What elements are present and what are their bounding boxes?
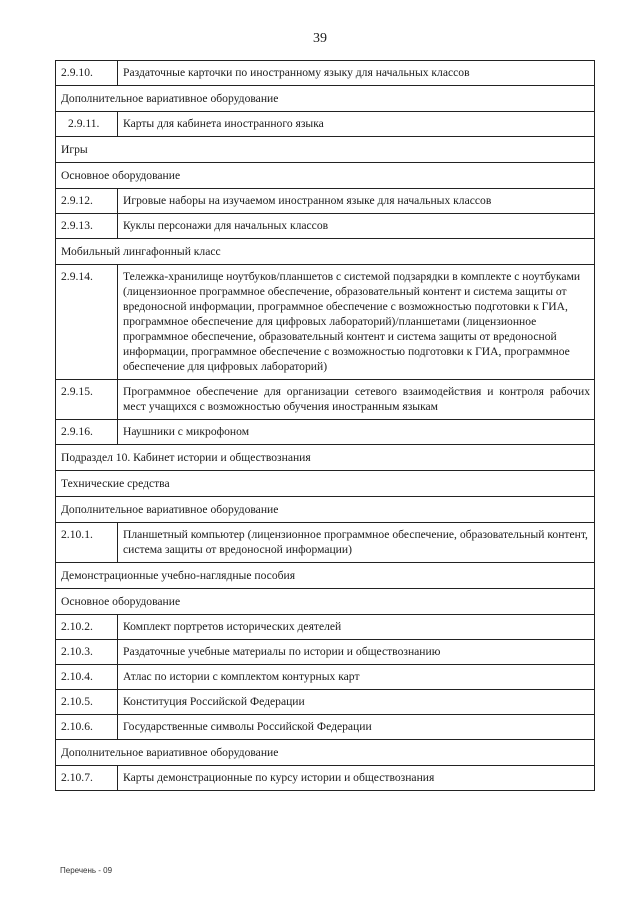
- section-row: [56, 740, 595, 766]
- table-row: [56, 380, 595, 420]
- section-row: [56, 86, 595, 112]
- item-description: Игровые наборы на изучаемом иностранном языке для начальных классов: [118, 189, 595, 214]
- item-number: 2.10.4.: [56, 665, 118, 690]
- equipment-table: [55, 60, 595, 791]
- item-number: 2.10.2.: [56, 615, 118, 640]
- section-title: Дополнительное вариативное оборудование: [56, 740, 595, 766]
- item-description: Раздаточные учебные материалы по истории и обществознанию: [118, 640, 595, 665]
- section-row: [56, 563, 595, 589]
- item-number: 2.9.12.: [56, 189, 118, 214]
- item-description: Тележка-хранилище ноутбуков/планшетов с системой подзарядки в комплекте с ноутбуками (лицензионное программное обеспечение, образовательный контент и система защиты от вредоносной информации, программное обеспечение с возможностью подготовки к ГИА, программное обеспечение для цифровых лабораторий)/планшетами (лицензионное программное обеспечение, образовательный контент и система защиты от вредоносной информации, программное обеспечение с возможностью подготовки к ГИА, программное обеспечение для цифровых лабораторий): [118, 265, 595, 380]
- item-description: Программное обеспечение для организации сетевого взаимодействия и контроля рабочих мест учащихся с возможностью обучения иностранным языкам: [118, 380, 595, 420]
- section-title: Основное оборудование: [56, 589, 595, 615]
- section-title: Подраздел 10. Кабинет истории и обществознания: [56, 445, 595, 471]
- section-title: Дополнительное вариативное оборудование: [56, 497, 595, 523]
- table-row: [56, 523, 595, 563]
- table-row: [56, 690, 595, 715]
- table-row: [56, 640, 595, 665]
- item-description: Атлас по истории с комплектом контурных карт: [118, 665, 595, 690]
- table-row: [56, 715, 595, 740]
- item-description: Карты для кабинета иностранного языка: [118, 112, 595, 137]
- section-row: [56, 589, 595, 615]
- section-title: Мобильный лингафонный класс: [56, 239, 595, 265]
- item-number: 2.10.6.: [56, 715, 118, 740]
- table-row: [56, 420, 595, 445]
- item-number: 2.9.15.: [56, 380, 118, 420]
- table-row: [56, 265, 595, 380]
- section-title: Технические средства: [56, 471, 595, 497]
- section-row: [56, 137, 595, 163]
- item-number: 2.9.11.: [56, 112, 118, 137]
- item-description: Государственные символы Российской Федерации: [118, 715, 595, 740]
- section-row: [56, 497, 595, 523]
- table-row: [56, 615, 595, 640]
- table-row: [56, 665, 595, 690]
- section-row: [56, 163, 595, 189]
- item-number: 2.9.14.: [56, 265, 118, 380]
- footer-label: Перечень - 09: [60, 866, 113, 875]
- item-description: Комплект портретов исторических деятелей: [118, 615, 595, 640]
- item-number: 2.10.5.: [56, 690, 118, 715]
- item-number: 2.9.10.: [56, 61, 118, 86]
- item-number: 2.10.1.: [56, 523, 118, 563]
- table-row: [56, 61, 595, 86]
- item-description: Конституция Российской Федерации: [118, 690, 595, 715]
- section-title: Игры: [56, 137, 595, 163]
- table-row: [56, 766, 595, 791]
- section-title: Дополнительное вариативное оборудование: [56, 86, 595, 112]
- item-number: 2.9.13.: [56, 214, 118, 239]
- item-number: 2.9.16.: [56, 420, 118, 445]
- item-description: Раздаточные карточки по иностранному языку для начальных классов: [118, 61, 595, 86]
- page-number: 39: [313, 31, 327, 46]
- section-title: Основное оборудование: [56, 163, 595, 189]
- section-row: [56, 471, 595, 497]
- table-row: [56, 112, 595, 137]
- table-row: [56, 189, 595, 214]
- item-description: Куклы персонажи для начальных классов: [118, 214, 595, 239]
- table-row: [56, 214, 595, 239]
- section-title: Демонстрационные учебно-наглядные пособия: [56, 563, 595, 589]
- item-description: Карты демонстрационные по курсу истории и обществознания: [118, 766, 595, 791]
- item-description: Наушники с микрофоном: [118, 420, 595, 445]
- item-number: 2.10.3.: [56, 640, 118, 665]
- item-description: Планшетный компьютер (лицензионное программное обеспечение, образовательный контент, система защиты от вредоносной информации): [118, 523, 595, 563]
- section-row: [56, 239, 595, 265]
- section-row: [56, 445, 595, 471]
- item-number: 2.10.7.: [56, 766, 118, 791]
